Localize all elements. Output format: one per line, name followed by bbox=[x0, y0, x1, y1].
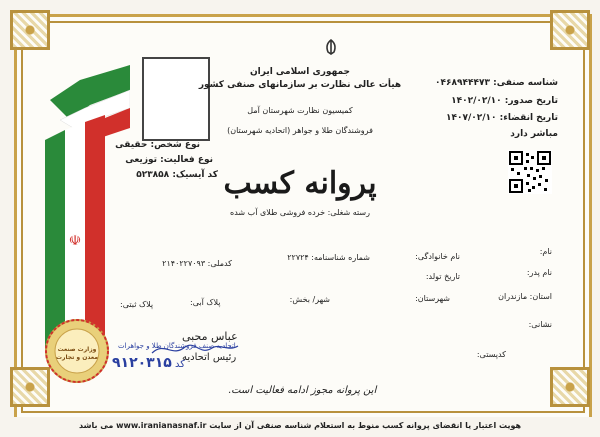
guild-id bbox=[435, 78, 558, 88]
field-plate-blue: پلاک آبی: bbox=[190, 298, 221, 307]
ornament-corner bbox=[550, 10, 590, 50]
header-line-4: فروشندگان طلا و جواهر (اتحادیه شهرستان) bbox=[227, 126, 373, 135]
field-plate-registered: پلاک ثبتی: bbox=[120, 300, 154, 309]
business-category: رسته شغلی: خرده فروشی طلای آب شده bbox=[230, 208, 370, 217]
activity-type: نوع فعالیت: توزیعی bbox=[125, 155, 213, 165]
stamp-code bbox=[112, 355, 185, 371]
field-national-code: کدملی: ۲۱۴۰۲۲۷۰۹۳ bbox=[162, 259, 232, 268]
isic-label: کد آیسیک: bbox=[172, 170, 218, 180]
expire-date-label: تاریخ انقضاء: bbox=[499, 113, 558, 123]
header-line-2: هیأت عالی نظارت بر سازمانهای صنفی کشور bbox=[198, 80, 402, 90]
guild-id-value: ۰۴۶۸۹۴۴۴۷۳ bbox=[435, 78, 490, 88]
field-province: استان: مازندران bbox=[498, 292, 552, 301]
seal-text: وزارت صنعت معدن و تجارت bbox=[56, 346, 98, 361]
issue-date-label: تاریخ صدور: bbox=[504, 96, 558, 106]
field-father: نام پدر: bbox=[526, 268, 552, 277]
field-name: نام: bbox=[539, 247, 552, 256]
field-postal: کدپستی: bbox=[476, 350, 506, 359]
certificate-title: پروانه کسب bbox=[223, 166, 377, 201]
legal-notice: این پروانه مجوز ادامه فعالیت است. bbox=[228, 385, 377, 396]
stamp-code-value: ۹۱۲۰۳۱۵ bbox=[112, 355, 172, 371]
person-type: نوع شخص: حقیقی bbox=[115, 140, 200, 150]
field-district: شهر/ بخش: bbox=[289, 295, 330, 304]
isic-value: ۵۲۳۸۵۸ bbox=[136, 170, 170, 180]
field-birth-date: تاریخ تولد: bbox=[425, 272, 460, 281]
field-address: نشانی: bbox=[528, 320, 552, 329]
field-id-number: شماره شناسنامه: ۲۲۷۲۴ bbox=[287, 253, 370, 262]
field-city: شهرستان: bbox=[415, 294, 450, 303]
issue-date-value: ۱۴۰۲/۰۲/۱۰ bbox=[451, 96, 502, 106]
svg-text:☫: ☫ bbox=[68, 233, 82, 249]
expire-date-value: ۱۴۰۷/۰۲/۱۰ bbox=[445, 113, 497, 123]
signatory-name: عباس محبی bbox=[182, 330, 238, 343]
issue-date bbox=[451, 96, 558, 106]
expire-date bbox=[446, 113, 558, 123]
header-line-1: جمهوری اسلامی ایران bbox=[249, 67, 351, 77]
tax-status: مباشر دارد bbox=[510, 129, 558, 139]
stamp-code-label: کد bbox=[175, 359, 186, 370]
stamp-line: اتحادیه صنف فروشندگان طلا و جواهرات bbox=[118, 342, 236, 350]
field-surname: نام خانوادگی: bbox=[415, 252, 460, 261]
footer-note: هویت اعتبار یا انقضای پروانه کسب منوط به استعلام شناسه صنفی آن از سایت www.iranianasnaf.ir می باشد bbox=[78, 421, 522, 430]
signatory-role: رئیس اتحادیه bbox=[182, 352, 237, 363]
ornament-corner bbox=[10, 10, 50, 50]
flag-ribbon-icon bbox=[40, 60, 130, 350]
guild-id-label: شناسه صنفی: bbox=[493, 78, 558, 88]
iran-emblem-icon bbox=[322, 38, 340, 56]
header-line-3: کمیسیون نظارت شهرستان آمل bbox=[247, 106, 353, 115]
ornament-corner bbox=[550, 367, 590, 407]
